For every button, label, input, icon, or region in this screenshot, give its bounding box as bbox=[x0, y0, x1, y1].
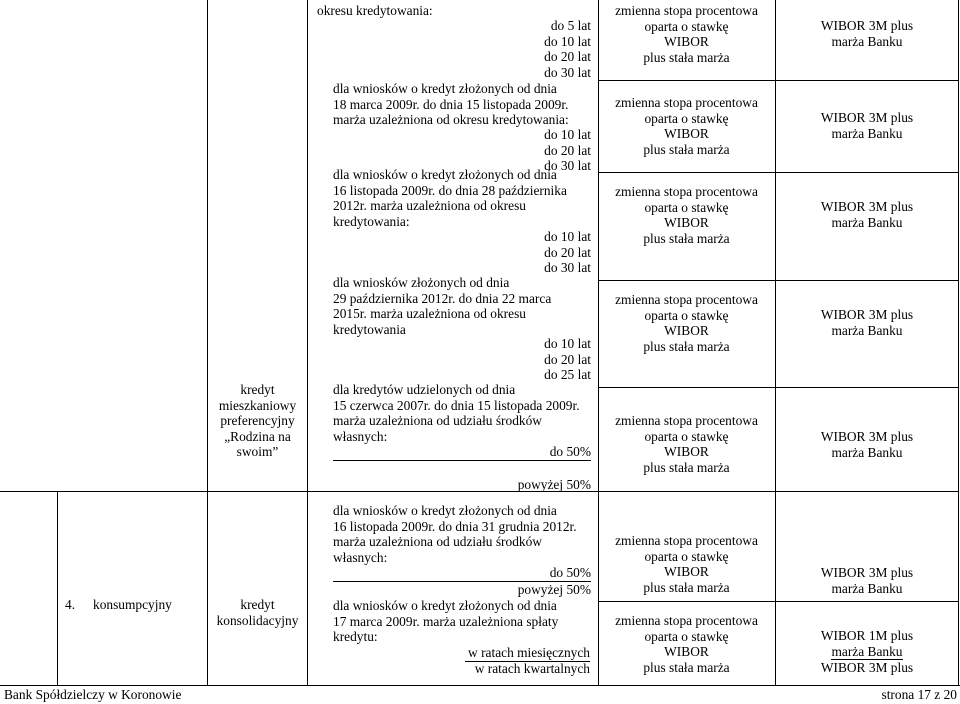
desc-line: 15 czerwca 2007r. do dnia 15 listopada 2009r. bbox=[333, 397, 580, 413]
base-rate-cell bbox=[776, 18, 958, 49]
period-desc bbox=[333, 167, 595, 229]
base-line: marża Banku bbox=[831, 580, 903, 596]
rate-line: WIBOR bbox=[664, 126, 709, 141]
rate-line: WIBOR bbox=[664, 644, 709, 659]
desc-line: własnych: bbox=[333, 428, 388, 444]
desc-line: 16 listopada 2009r. do dnia 31 grudnia 2012r. bbox=[333, 518, 577, 534]
base-line: marża Banku bbox=[831, 322, 903, 338]
share-threshold-row bbox=[333, 565, 591, 582]
period-terms bbox=[317, 336, 591, 383]
period-desc bbox=[333, 382, 595, 444]
grid-line bbox=[598, 280, 959, 281]
rate-line: WIBOR bbox=[664, 564, 709, 579]
rate-line: plus stała marża bbox=[643, 230, 730, 246]
base-line: marża Banku bbox=[831, 643, 903, 659]
term: do 50% bbox=[549, 565, 591, 580]
installment-row bbox=[465, 645, 590, 662]
period-desc bbox=[333, 275, 595, 337]
term: do 10 lat bbox=[544, 33, 591, 49]
category-label bbox=[93, 597, 172, 613]
desc-line: kredytowania: bbox=[333, 213, 410, 229]
rate-cell bbox=[598, 533, 775, 595]
product-line: swoim” bbox=[236, 444, 279, 459]
product-line: preferencyjny bbox=[220, 413, 295, 428]
rate-line: zmienna stopa procentowa bbox=[615, 95, 758, 110]
base-rate-cell bbox=[776, 628, 958, 676]
rate-line: plus stała marża bbox=[643, 659, 730, 675]
desc-line: dla wniosków o kredyt złożonych od dnia bbox=[333, 81, 557, 96]
term: do 5 lat bbox=[550, 18, 591, 33]
rate-line: oparta o stawkę bbox=[644, 428, 729, 444]
rate-line: WIBOR bbox=[664, 323, 709, 338]
base-line: marża Banku bbox=[831, 125, 903, 141]
term: do 20 lat bbox=[544, 351, 591, 367]
desc-line: kredytowania bbox=[333, 321, 406, 337]
grid-line bbox=[598, 80, 959, 81]
desc-line: dla wniosków o kredyt złożonych od dnia bbox=[333, 167, 557, 182]
base-line: WIBOR 3M plus bbox=[820, 660, 914, 675]
desc-line: 17 marca 2009r. marża uzależniona spłaty bbox=[333, 613, 559, 629]
product-line: kredyt bbox=[240, 597, 275, 612]
grid-line bbox=[207, 0, 208, 685]
desc-line: 2015r. marża uzależniona od okresu bbox=[333, 306, 526, 321]
period-terms bbox=[317, 477, 591, 493]
base-rate-cell bbox=[776, 307, 958, 338]
base-line: marża Banku bbox=[831, 33, 903, 49]
rate-line: oparta o stawkę bbox=[644, 628, 729, 644]
rate-line: plus stała marża bbox=[643, 579, 730, 595]
desc-line: dla wniosków o kredyt złożonych od dnia bbox=[333, 503, 557, 518]
term: do 50% bbox=[549, 444, 591, 459]
rate-cell bbox=[598, 613, 775, 675]
grid-line bbox=[57, 491, 58, 685]
rate-line: zmienna stopa procentowa bbox=[615, 184, 758, 199]
rate-line: zmienna stopa procentowa bbox=[615, 533, 758, 548]
base-line: WIBOR 3M plus bbox=[820, 307, 914, 322]
rate-line: WIBOR bbox=[664, 444, 709, 459]
rate-line: zmienna stopa procentowa bbox=[615, 3, 758, 18]
desc-line: marża uzależniona od udziału środków bbox=[333, 534, 542, 549]
rate-cell bbox=[598, 413, 775, 475]
product-line: mieszkaniowy bbox=[218, 397, 297, 413]
base-line: WIBOR 3M plus bbox=[820, 565, 914, 580]
desc-line: 16 listopada 2009r. do dnia 28 października bbox=[333, 182, 567, 198]
rate-line: oparta o stawkę bbox=[644, 110, 729, 126]
grid-line bbox=[307, 0, 308, 685]
base-line: marża Banku bbox=[831, 444, 903, 460]
base-line: WIBOR 3M plus bbox=[820, 18, 914, 33]
rate-line: oparta o stawkę bbox=[644, 199, 729, 215]
rate-line: plus stała marża bbox=[643, 49, 730, 65]
footer-bank-name: Bank Spółdzielczy w Koronowie bbox=[4, 687, 182, 702]
base-line: marża Banku bbox=[831, 214, 903, 230]
period-terms bbox=[317, 582, 591, 598]
product-line: konsolidacyjny bbox=[216, 612, 299, 628]
desc-line: marża uzależniona od udziału środków bbox=[333, 413, 542, 428]
rate-line: zmienna stopa procentowa bbox=[615, 292, 758, 307]
rate-line: WIBOR bbox=[664, 34, 709, 49]
page-footer bbox=[0, 685, 960, 704]
term: w ratach kwartalnych bbox=[474, 661, 590, 676]
rate-line: zmienna stopa procentowa bbox=[615, 413, 758, 428]
grid-line bbox=[958, 0, 959, 685]
rate-line: plus stała marża bbox=[643, 459, 730, 475]
product-line: kredyt bbox=[240, 382, 275, 397]
period-desc bbox=[317, 3, 592, 19]
rate-cell bbox=[598, 95, 775, 157]
product-line: „Rodzina na bbox=[224, 428, 291, 444]
desc-line: 2012r. marża uzależniona od okresu bbox=[333, 198, 526, 213]
term: do 10 lat bbox=[544, 229, 591, 244]
desc-line: dla kredytów udzielonych od dnia bbox=[333, 382, 516, 397]
term: do 30 lat bbox=[544, 64, 591, 80]
installment-row bbox=[333, 661, 590, 677]
product-consolidation bbox=[208, 597, 307, 628]
desc-line: dla wniosków złożonych od dnia bbox=[333, 275, 510, 290]
rate-line: oparta o stawkę bbox=[644, 548, 729, 564]
period-desc bbox=[333, 503, 595, 565]
period-terms bbox=[317, 229, 591, 276]
rate-line: oparta o stawkę bbox=[644, 18, 729, 34]
row-number bbox=[65, 597, 75, 613]
grid-line bbox=[598, 172, 959, 173]
term: do 10 lat bbox=[544, 127, 591, 142]
rate-line: plus stała marża bbox=[643, 141, 730, 157]
term: w ratach miesięcznych bbox=[468, 645, 590, 660]
rate-line: oparta o stawkę bbox=[644, 307, 729, 323]
base-line: WIBOR 3M plus bbox=[820, 429, 914, 444]
term: do 30 lat bbox=[544, 158, 591, 173]
desc-line: dla wniosków o kredyt złożonych od dnia bbox=[333, 598, 557, 613]
grid-line bbox=[598, 601, 959, 602]
period-terms bbox=[317, 18, 591, 80]
term: do 10 lat bbox=[544, 336, 591, 351]
grid-line bbox=[598, 387, 959, 388]
term: do 20 lat bbox=[544, 49, 591, 64]
term: do 25 lat bbox=[544, 367, 591, 382]
rate-cell bbox=[598, 3, 775, 65]
product-mortgage bbox=[208, 382, 307, 460]
row-number-text: 4. bbox=[65, 597, 76, 612]
rate-cell bbox=[598, 184, 775, 246]
base-rate-cell bbox=[776, 199, 958, 230]
desc-line: własnych: bbox=[333, 549, 388, 565]
rate-line: zmienna stopa procentowa bbox=[615, 613, 758, 628]
rate-line: WIBOR bbox=[664, 215, 709, 230]
footer-page-number: strona 17 z 20 bbox=[881, 687, 957, 702]
base-line: WIBOR 3M plus bbox=[820, 110, 914, 125]
base-rate-cell bbox=[776, 565, 958, 596]
share-threshold-row bbox=[333, 444, 591, 461]
desc-line: 29 października 2012r. do dnia 22 marca bbox=[333, 290, 552, 306]
period-desc bbox=[333, 81, 595, 128]
base-rate-cell bbox=[776, 110, 958, 141]
desc-line: kredytu: bbox=[333, 629, 378, 644]
desc-line: 18 marca 2009r. do dnia 15 listopada 2009r. bbox=[333, 96, 569, 112]
term: do 30 lat bbox=[544, 260, 591, 275]
base-line: WIBOR 3M plus bbox=[820, 199, 914, 214]
term: do 20 lat bbox=[544, 244, 591, 260]
base-line: WIBOR 1M plus bbox=[820, 628, 914, 643]
term: do 20 lat bbox=[544, 142, 591, 158]
term: powyżej 50% bbox=[517, 582, 591, 597]
category-text: konsumpcyjny bbox=[93, 597, 172, 612]
period-desc bbox=[333, 598, 595, 645]
base-rate-cell bbox=[776, 429, 958, 460]
desc-line: okresu kredytowania: bbox=[317, 3, 433, 18]
term: powyżej 50% bbox=[517, 477, 591, 492]
rate-line: plus stała marża bbox=[643, 338, 730, 354]
rate-cell bbox=[598, 292, 775, 354]
desc-line: marża uzależniona od okresu kredytowania: bbox=[333, 112, 569, 127]
